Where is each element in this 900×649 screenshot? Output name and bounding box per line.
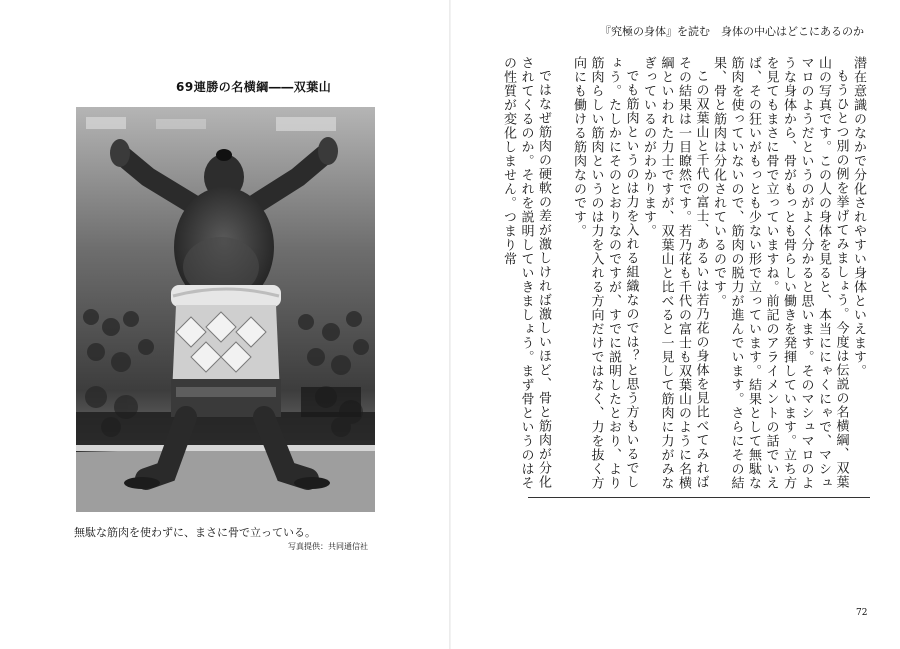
paragraph: もうひとつ別の例を挙げてみましょう。今度は伝説の名横綱、双葉山の写真です。この人の身体を見ると、本当ににゃくにゃで、マシュマロのようだというのがよく分かると思います。そのマシュマロのような身体から、骨がもっとも骨らしい働きを発揮しています。立ち方を見てもまさに骨で立っていますね。前記のアライメントの話でいえば、その狂いがもっとも少ない形で立っています。結果として無駄な筋肉を使っていないので、筋肉の脱力が進んでいます。さらにその結果、骨と筋肉は分化されているのです。 (711, 56, 849, 490)
paragraph: でも筋肉というのは力を入れる組織なのでは？と思う方もいるでしょう。たしかにそのとおりなのですが、すでに説明したとおり、より筋肉らしい筋肉というのは力を入れる方向だけではなく、力を抜く方向にも働ける筋肉なのです。 (571, 56, 639, 490)
bottom-rule (528, 497, 870, 498)
blank-paragraph (552, 56, 570, 490)
photo-title: 69連勝の名横綱――双葉山 (176, 80, 332, 94)
paragraph: ではなぜ筋肉の硬軟の差が激しければ激しいほど、骨と筋肉が分化されてくるのか。それを説明していきましょう。まず骨というのはその性質が変化しません。つまり常 (501, 56, 551, 490)
running-header: 『究極の身体』を読む 身体の中心はどこにあるのか (600, 25, 864, 38)
body-text (501, 56, 867, 490)
sumo-photo-illustration (76, 107, 375, 512)
page-number: 72 (856, 608, 868, 618)
photo-credit: 写真提供：共同通信社 (288, 542, 368, 551)
photo-caption: 無駄な筋肉を使わずに、まさに骨で立っている。 (74, 526, 316, 539)
photo-sumo-wrestler (76, 107, 375, 512)
paragraph: 潜在意識のなかで分化されやすい身体といえます。 (851, 56, 866, 378)
paragraph: この双葉山と千代の富士、あるいは若乃花の身体を見比べてみればその結果は一目瞭然です。若乃花も千代の富士も双葉山のように名横綱といわれた力士ですが、双葉山と比べると一見して筋肉に力がみなぎっているのがわかります。 (641, 56, 709, 490)
right-page (450, 0, 900, 649)
